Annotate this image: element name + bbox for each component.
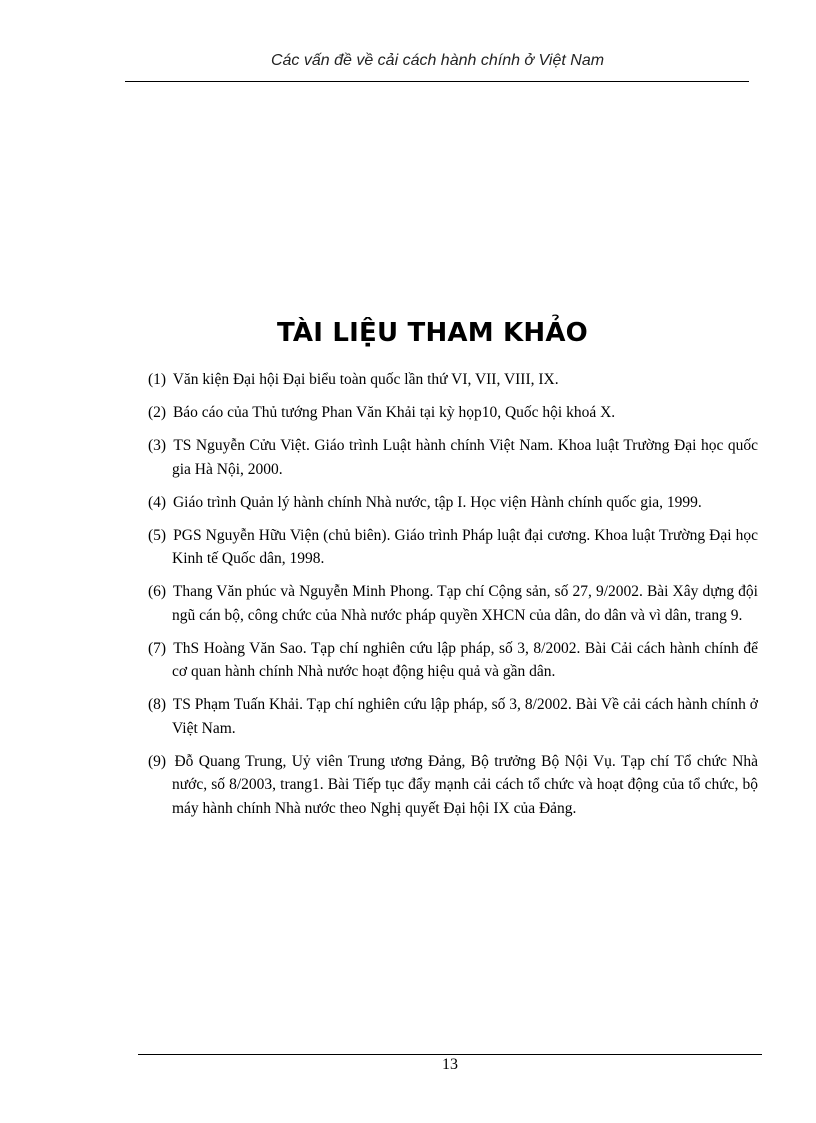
header-divider <box>125 81 749 82</box>
reference-number: (7) <box>148 639 167 657</box>
page-number: 13 <box>442 1056 458 1073</box>
page-title: TÀI LIỆU THAM KHẢO <box>276 318 588 348</box>
reference-item <box>148 491 758 515</box>
reference-text: Văn kiện Đại hội Đại biểu toàn quốc lần thứ VI, VII, VIII, IX. <box>172 371 559 388</box>
reference-item <box>148 637 758 684</box>
reference-item <box>148 580 758 627</box>
reference-item <box>148 368 758 392</box>
reference-number: (4) <box>148 493 167 511</box>
reference-text: TS Phạm Tuấn Khải. Tạp chí nghiên cứu lập pháp, số 3, 8/2002. Bài Về cải cách hành chính ở Việt Nam. <box>172 696 758 737</box>
reference-item <box>148 401 758 425</box>
reference-item <box>148 524 758 571</box>
reference-number: (5) <box>148 526 167 544</box>
reference-item <box>148 434 758 481</box>
footer-divider <box>138 1054 762 1055</box>
reference-text: ThS Hoàng Văn Sao. Tạp chí nghiên cứu lập pháp, số 3, 8/2002. Bài Cải cách hành chính để cơ quan hành chính Nhà nước hoạt động hiệu quả và gần dân. <box>172 639 758 680</box>
reference-text: Đỗ Quang Trung, Uỷ viên Trung ương Đảng, Bộ trưởng Bộ Nội Vụ. Tạp chí Tổ chức Nhà nước, số 8/2003, trang1. Bài Tiếp tục đẩy mạnh cải cách tổ chức và hoạt động của tổ chức, bộ máy hành chính Nhà nước theo Nghị quyết Đại hội IX của Đảng. <box>172 752 759 817</box>
reference-number: (3) <box>148 437 167 454</box>
reference-text: Thang Văn phúc và Nguyễn Minh Phong. Tạp chí Cộng sản, số 27, 9/2002. Bài Xây dựng đội ngũ cán bộ, công chức của Nhà nước pháp quyền XHCN của dân, do dân và vì dân, trang 9. <box>172 583 758 624</box>
reference-number: (6) <box>148 583 167 600</box>
reference-text: Báo cáo của Thủ tướng Phan Văn Khải tại kỳ họp10, Quốc hội khoá X. <box>172 404 616 421</box>
reference-item <box>148 750 758 821</box>
reference-list <box>148 368 758 830</box>
reference-text: Giáo trình Quản lý hành chính Nhà nước, tập I. Học viện Hành chính quốc gia, 1999. <box>172 493 702 511</box>
reference-number: (1) <box>148 371 167 388</box>
running-header: Các vấn đề về cải cách hành chính ở Việt Nam <box>270 52 605 69</box>
reference-item <box>148 693 758 740</box>
reference-number: (2) <box>148 404 167 421</box>
reference-number: (9) <box>148 752 167 770</box>
reference-text: PGS Nguyễn Hữu Viện (chủ biên). Giáo trình Pháp luật đại cương. Khoa luật Trường Đại học Kinh tế Quốc dân, 1998. <box>172 526 758 567</box>
reference-number: (8) <box>148 696 167 713</box>
reference-text: TS Nguyễn Cửu Việt. Giáo trình Luật hành chính Việt Nam. Khoa luật Trường Đại học quốc gia Hà Nội, 2000. <box>172 437 758 478</box>
